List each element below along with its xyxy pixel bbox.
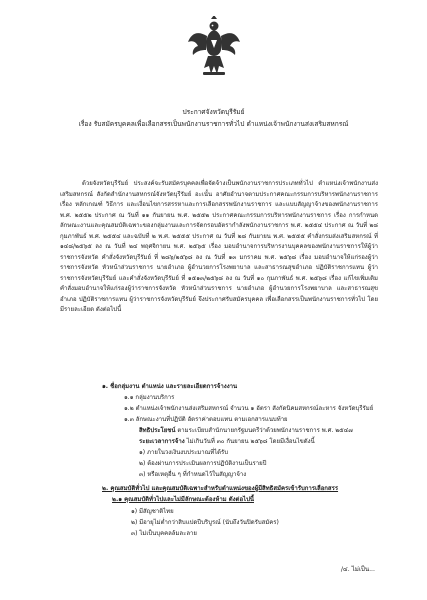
intro-paragraph — [60, 179, 378, 316]
benefit-text: ตามระเบียบสำนักนายกรัฐมนตรีว่าด้วยพนักงานราชการ พ.ศ. ๒๕๔๗ — [175, 427, 353, 434]
section-1-title: ๑. ชื่อกลุ่มงาน ตำแหน่ง และรายละเอียดการจ้างงาน — [102, 383, 238, 390]
condition-3: ๓) หรือเหตุอื่น ๆ ที่กำหนดไว้ในสัญญาจ้าง — [139, 471, 247, 478]
qualification-2: ๒) มีอายุไม่ต่ำกว่าสิบแปดปีบริบูรณ์ (นับถึงวันปิดรับสมัคร) — [131, 519, 279, 526]
period-label: ระยะเวลาการจ้าง — [139, 438, 185, 445]
garuda-emblem — [187, 16, 241, 78]
period-line — [139, 437, 315, 446]
condition-1: ๑) ภายในวงเงินงบประมาณที่ได้รับ — [139, 449, 229, 456]
announcement-agency: ประกาศจังหวัดบุรีรัมย์ — [182, 108, 245, 116]
qualification-1: ๑) มีสัญชาติไทย — [131, 508, 174, 515]
announcement-subject: เรื่อง รับสมัครบุคคลเพื่อเลือกสรรเป็นพนักงานราชการทั่วไป ตำแหน่งเจ้าพนักงานส่งเสริมสหกรณ์ — [78, 120, 349, 128]
item-1-2: ๑.๒ ตำแหน่งเจ้าพนักงานส่งเสริมสหกรณ์ จำนวน ๑ อัตรา สังกัดนิคมสหกรณ์ละหาร จังหวัดบุรีรัมย์ — [124, 405, 374, 412]
item-2-1: ๒.๑ คุณสมบัติทั่วไปและไม่มีลักษณะต้องห้าม ดังต่อไปนี้ — [112, 496, 254, 503]
item-1-3: ๑.๓ ลักษณะงานที่ปฏิบัติ อัตราค่าตอบแทน ตามเอกสารแนบท้าย — [124, 416, 288, 423]
benefit-label: สิทธิประโยชน์ — [139, 427, 176, 434]
period-text: ไม่เกินวันที่ ๓๐ กันยายน ๒๕๖๘ โดยมีเงื่อนไขดังนี้ — [184, 438, 315, 445]
item-1-1: ๑.๑ กลุ่มงานบริการ — [124, 394, 175, 401]
benefit-line — [139, 426, 353, 435]
intro-text: ด้วยจังหวัดบุรีรัมย์ ประสงค์จะรับสมัครบุคคลเพื่อจัดจ้างเป็นพนักงานราชการประเภททั่วไป ตำแหน่งเจ้าพนักงานส่งเสริมสหกรณ์ สังกัดสำนักงานสหกรณ์จังหวัดบุรีรัมย์ อะเนั้น อาศัยอำนาจตามประกาศคณะกรรมการบริหารพนักงานราชการ เรื่อง หลักเกณฑ์ วิธีการ และเงื่อนไขการสรรหาและการเลือกสรรพนักงานราชการ และแบบสัญญาจ้างของพนักงานราชการ พ.ศ. ๒๕๕๒ ประกาศ ณ วันที่ ๑๑ กันยายน พ.ศ. ๒๕๕๒ ประกาศคณะกรรมการบริหารพนักงานราชการ เรื่อง การกำหนดลักษณะงานและคุณสมบัติเฉพาะของกลุ่มงานและการจัดกรอบอัตรากำลังพนักงานราชการ พ.ศ. ๒๕๕๔ ประกาศ ณ วันที่ ๒๘ กุมภาพันธ์ พ.ศ. ๒๕๕๔ และฉบับที่ ๒ พ.ศ. ๒๕๕๕ ประกาศ ณ วันที่ ๒๘ กันยายน พ.ศ. ๒๕๕๕ คำสั่งกรมส่งเสริมสหกรณ์ ที่ ๑๔๘/๒๕๖๕ ลง ณ วันที่ ๒๔ พฤศจิกายน พ.ศ. ๒๕๖๕ เรื่อง มอบอำนาจการบริหารงานบุคคลของพนักงานราชการให้ผู้ว่าราชการจังหวัด คำสั่งจังหวัดบุรีรัมย์ ที่ ๒๘๖/๒๕๖๘ ลง ณ วันที่ ๑๓ มกราคม พ.ศ. ๒๕๖๘ เรื่อง มอบอำนาจให้แก่รองผู้ว่าราชการจังหวัด หัวหน้าส่วนราชการ นายอำเภอ ผู้อำนวยการโรงพยาบาล และสาธารณสุขอำเภอ ปฏิบัติราชการแทน ผู้ว่าราชการจังหวัดบุรีรัมย์ และคำสั่งจังหวัดบุรีรัมย์ ที่ ๑๕๑๓/๒๕๖๘ ลง ณ วันที่ ๑๐ กุมภาพันธ์ พ.ศ. ๒๕๖๘ เรื่อง แก้ไขเพิ่มเติมคำสั่งมอบอำนาจให้แก่รองผู้ว่าราชการจังหวัด หัวหน้าส่วนราชการ นายอำเภอ ผู้อำนวยการโรงพยาบาล และสาธารณสุขอำเภอ ปฏิบัติราชการแทน ผู้ว่าราชการจังหวัดบุรีรัมย์ จึงประกาศรับสมัครบุคคล เพื่อเลือกสรรเป็นพนักงานราชการทั่วไป โดยมีรายละเอียด ดังต่อไปนี้ — [60, 180, 378, 313]
condition-2: ๒) ต้องผ่านการประเมินผลการปฏิบัติงานเป็นรายปี — [139, 460, 267, 467]
continued-marker: /๔. ไม่เป็น... — [340, 566, 375, 573]
qualification-3: ๓) ไม่เป็นบุคคลล้มละลาย — [131, 530, 197, 537]
section-2-title: ๒. คุณสมบัติทั่วไป และคุณสมบัติเฉพาะสำหรับตำแหน่งของผู้มีสิทธิสมัครเข้ารับการเลือกสรร — [102, 485, 339, 492]
